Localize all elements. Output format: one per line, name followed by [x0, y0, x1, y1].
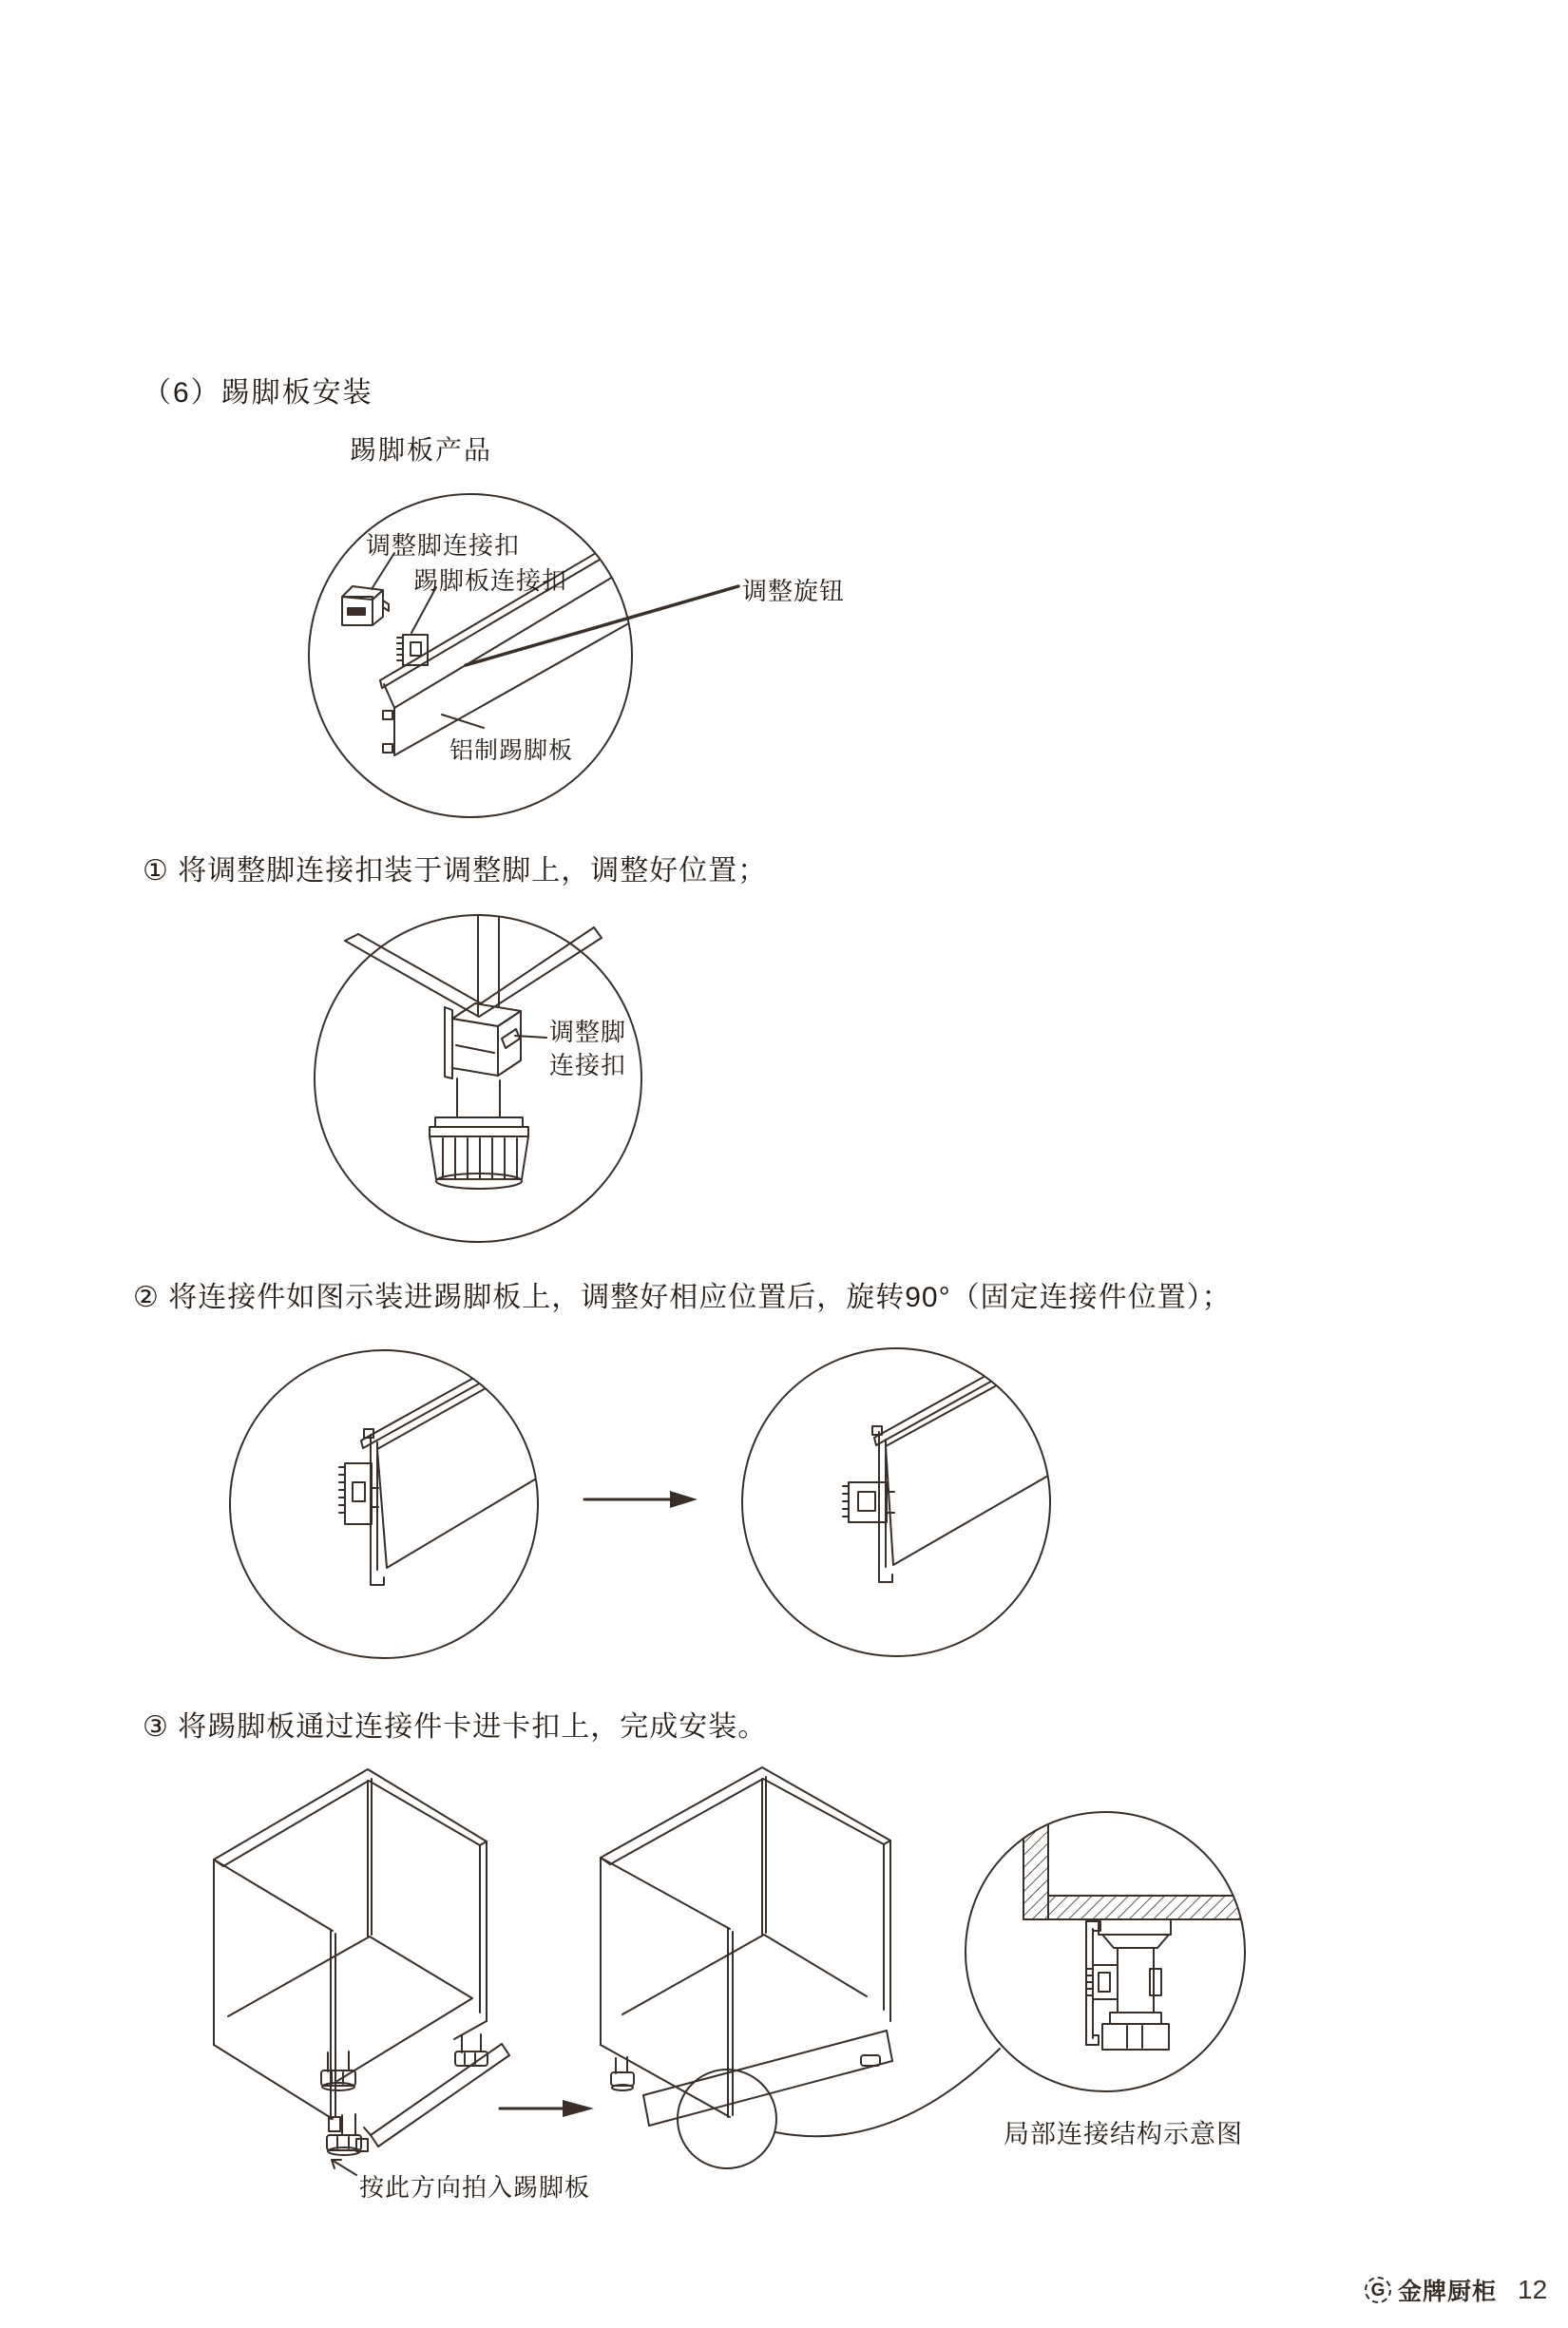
push-direction-arrow-icon [332, 2160, 356, 2175]
adjust-foot-clip-part [342, 586, 389, 625]
arrow-install-head-icon [563, 2100, 594, 2117]
kickboard-leaning [356, 2044, 509, 2151]
cabinet-side-panel-section [1023, 1807, 1048, 1919]
arrow-rotate-head-icon [670, 1491, 698, 1508]
pointer-adjust-knob [466, 586, 738, 665]
page-footer [1365, 2273, 1547, 2307]
step-3-text: ③ 将踢脚板通过连接件卡进卡扣上，完成安装。 [143, 1711, 768, 1743]
cabinet-after-diagram [601, 1767, 1000, 2168]
label-detail-caption: 局部连接结构示意图 [1004, 2120, 1243, 2148]
label-foot-clip-line1: 调整脚 [549, 1018, 627, 1046]
connector-clip-vertical [339, 1463, 378, 1524]
label-aluminum-kickboard: 铝制踢脚板 [449, 737, 574, 764]
connector-clip-rotated [843, 1482, 894, 1522]
brand-logo-letter: G [1370, 2280, 1386, 2300]
detail-cross-section-diagram [966, 1807, 1248, 2091]
step-1-text: ① 将调整脚连接扣装于调整脚上，调整好位置； [143, 855, 768, 887]
clip-insert-before-diagram [230, 1332, 578, 1658]
label-foot-clip [549, 1016, 626, 1082]
product-figure-caption: 踢脚板产品 [350, 435, 493, 465]
kickboard-installed [643, 2031, 892, 2126]
adjustable-foot-part [430, 1078, 528, 1189]
label-foot-clip-line2: 连接扣 [549, 1051, 627, 1079]
cabinet-bottom-panel-section [1048, 1896, 1248, 1919]
label-adjust-knob: 调整旋钮 [742, 577, 846, 605]
step-2-text: ② 将连接件如图示装进踢脚板上，调整好相应位置后，旋转90°（固定连接件位置）； [133, 1282, 1232, 1313]
page-title: （6）踢脚板安装 [143, 377, 373, 409]
label-kickboard-clip: 踢脚板连接扣 [413, 566, 568, 595]
clip-insert-after-diagram [742, 1329, 1091, 1656]
cabinet-foot [321, 2051, 355, 2090]
label-adjust-foot-clip: 调整脚连接扣 [366, 531, 521, 560]
label-push-direction: 按此方向拍入踢脚板 [359, 2173, 591, 2202]
brand-logo-icon [1365, 2277, 1391, 2303]
page-number: 12 [1518, 2275, 1548, 2304]
clip-section [1087, 1965, 1118, 1999]
brand-name: 金牌厨柜 [1398, 2279, 1498, 2305]
cabinet-foot [455, 2034, 488, 2066]
cabinet-before-diagram [214, 1769, 509, 2175]
